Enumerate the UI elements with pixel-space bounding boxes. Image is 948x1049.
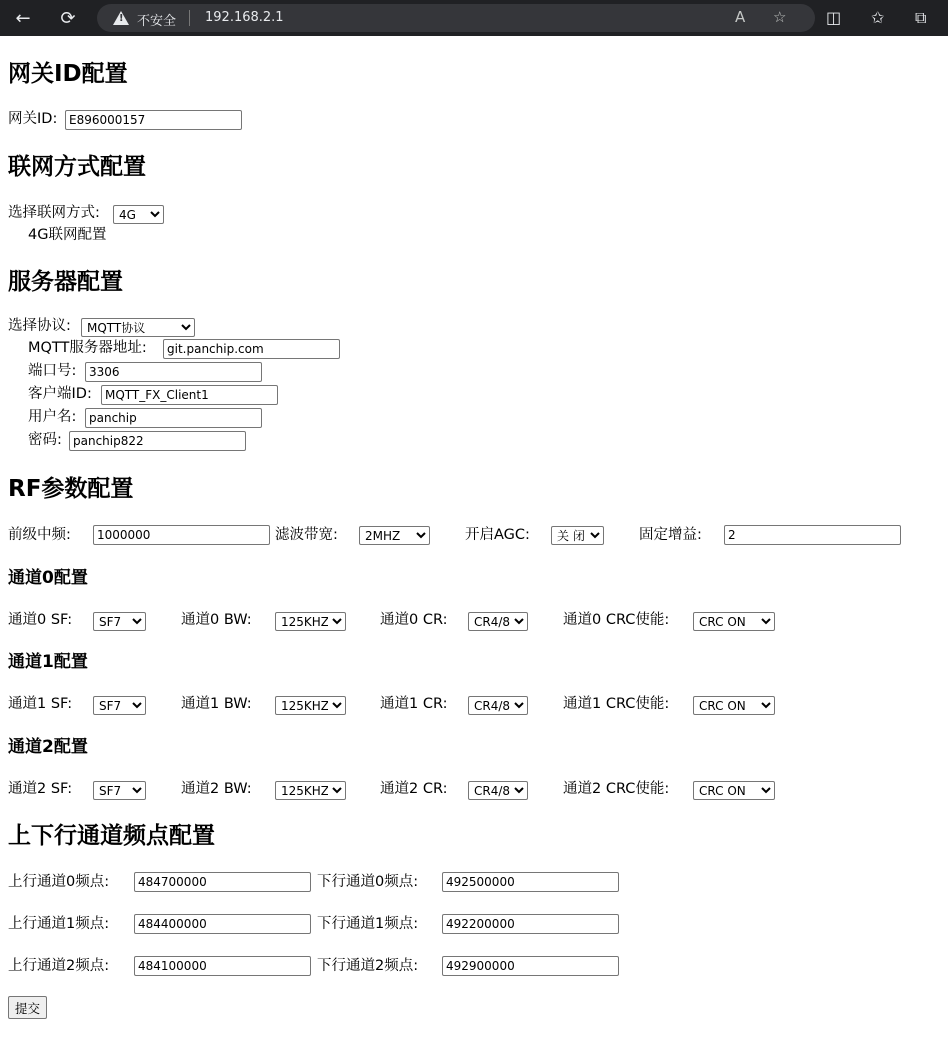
agc-select[interactable] (551, 526, 604, 545)
channel2-bw-label: 通道2 BW: (181, 781, 252, 797)
address-bar[interactable] (97, 4, 815, 32)
url-separator (189, 10, 190, 26)
channel2-cr-label: 通道2 CR: (380, 781, 448, 797)
downlink2-label: 下行通道2频点: (317, 958, 419, 974)
split-screen-icon[interactable]: ◫ (826, 8, 842, 27)
channel0-heading: 通道0配置 (8, 568, 88, 588)
browser-toolbar (0, 0, 948, 36)
downlink2-input[interactable] (442, 956, 619, 976)
channel0-crc-label: 通道0 CRC使能: (563, 612, 670, 628)
rf-heading: RF参数配置 (8, 476, 134, 502)
submit-button[interactable]: 提交 (8, 996, 47, 1019)
channel2-cr-select[interactable] (468, 781, 528, 800)
back-arrow-icon[interactable]: ← (15, 7, 31, 29)
port-input[interactable] (85, 362, 262, 382)
client-id-label: 客户端ID: (28, 386, 92, 402)
url-text[interactable]: 192.168.2.1 (205, 10, 284, 25)
config-page (0, 36, 948, 1049)
uplink2-label: 上行通道2频点: (8, 958, 110, 974)
network-mode-label: 选择联网方式: (8, 205, 100, 221)
client-id-input[interactable] (101, 385, 278, 405)
channel0-crc-select[interactable] (693, 612, 775, 631)
bandwidth-label: 滤波带宽: (275, 527, 338, 543)
password-input[interactable] (69, 431, 246, 451)
insecure-label: 不安全 (137, 14, 177, 29)
network-heading: 联网方式配置 (8, 154, 146, 180)
channel1-crc-label: 通道1 CRC使能: (563, 696, 670, 712)
if-input[interactable] (93, 525, 270, 545)
channel2-crc-select[interactable] (693, 781, 775, 800)
protocol-select[interactable] (81, 318, 195, 337)
collections-icon[interactable]: ⧉ (915, 8, 927, 27)
uplink1-input[interactable] (134, 914, 311, 934)
channel0-sf-select[interactable] (93, 612, 146, 631)
reload-icon[interactable]: ⟳ (60, 7, 76, 29)
channel0-bw-select[interactable] (275, 612, 346, 631)
downlink0-input[interactable] (442, 872, 619, 892)
gateway-heading: 网关ID配置 (8, 61, 128, 87)
channel1-bw-label: 通道1 BW: (181, 696, 252, 712)
downlink1-input[interactable] (442, 914, 619, 934)
downlink1-label: 下行通道1频点: (317, 916, 419, 932)
agc-label: 开启AGC: (465, 527, 530, 543)
uplink2-input[interactable] (134, 956, 311, 976)
gateway-id-label: 网关ID: (8, 111, 58, 127)
protocol-label: 选择协议: (8, 318, 71, 334)
uplink0-label: 上行通道0频点: (8, 874, 110, 890)
bandwidth-select[interactable] (359, 526, 430, 545)
channel0-sf-label: 通道0 SF: (8, 612, 73, 628)
gain-input[interactable] (724, 525, 901, 545)
uplink1-label: 上行通道1频点: (8, 916, 110, 932)
freq-heading: 上下行通道频点配置 (8, 823, 215, 849)
channel1-heading: 通道1配置 (8, 652, 88, 672)
channel2-bw-select[interactable] (275, 781, 346, 800)
mqtt-host-label: MQTT服务器地址: (28, 340, 147, 356)
uplink0-input[interactable] (134, 872, 311, 892)
downlink0-label: 下行通道0频点: (317, 874, 419, 890)
favorite-star-icon[interactable]: ☆ (773, 8, 787, 26)
channel0-cr-label: 通道0 CR: (380, 612, 448, 628)
channel0-cr-select[interactable] (468, 612, 528, 631)
gateway-id-input[interactable] (65, 110, 242, 130)
server-heading: 服务器配置 (8, 269, 123, 295)
username-label: 用户名: (28, 409, 77, 425)
channel1-sf-select[interactable] (93, 696, 146, 715)
channel0-bw-label: 通道0 BW: (181, 612, 252, 628)
network-mode-select[interactable] (113, 205, 164, 224)
network-sub-label: 4G联网配置 (28, 227, 107, 243)
channel1-cr-select[interactable] (468, 696, 528, 715)
gain-label: 固定增益: (639, 527, 702, 543)
channel1-cr-label: 通道1 CR: (380, 696, 448, 712)
channel1-bw-select[interactable] (275, 696, 346, 715)
mqtt-host-input[interactable] (163, 339, 340, 359)
port-label: 端口号: (28, 363, 77, 379)
channel1-sf-label: 通道1 SF: (8, 696, 73, 712)
warning-icon (113, 11, 129, 25)
channel2-heading: 通道2配置 (8, 737, 88, 757)
favorites-icon[interactable]: ✩ (871, 8, 885, 27)
read-aloud-icon[interactable]: A (735, 8, 746, 26)
channel1-crc-select[interactable] (693, 696, 775, 715)
channel2-crc-label: 通道2 CRC使能: (563, 781, 670, 797)
channel2-sf-select[interactable] (93, 781, 146, 800)
if-label: 前级中频: (8, 527, 71, 543)
password-label: 密码: (28, 432, 62, 448)
channel2-sf-label: 通道2 SF: (8, 781, 73, 797)
username-input[interactable] (85, 408, 262, 428)
